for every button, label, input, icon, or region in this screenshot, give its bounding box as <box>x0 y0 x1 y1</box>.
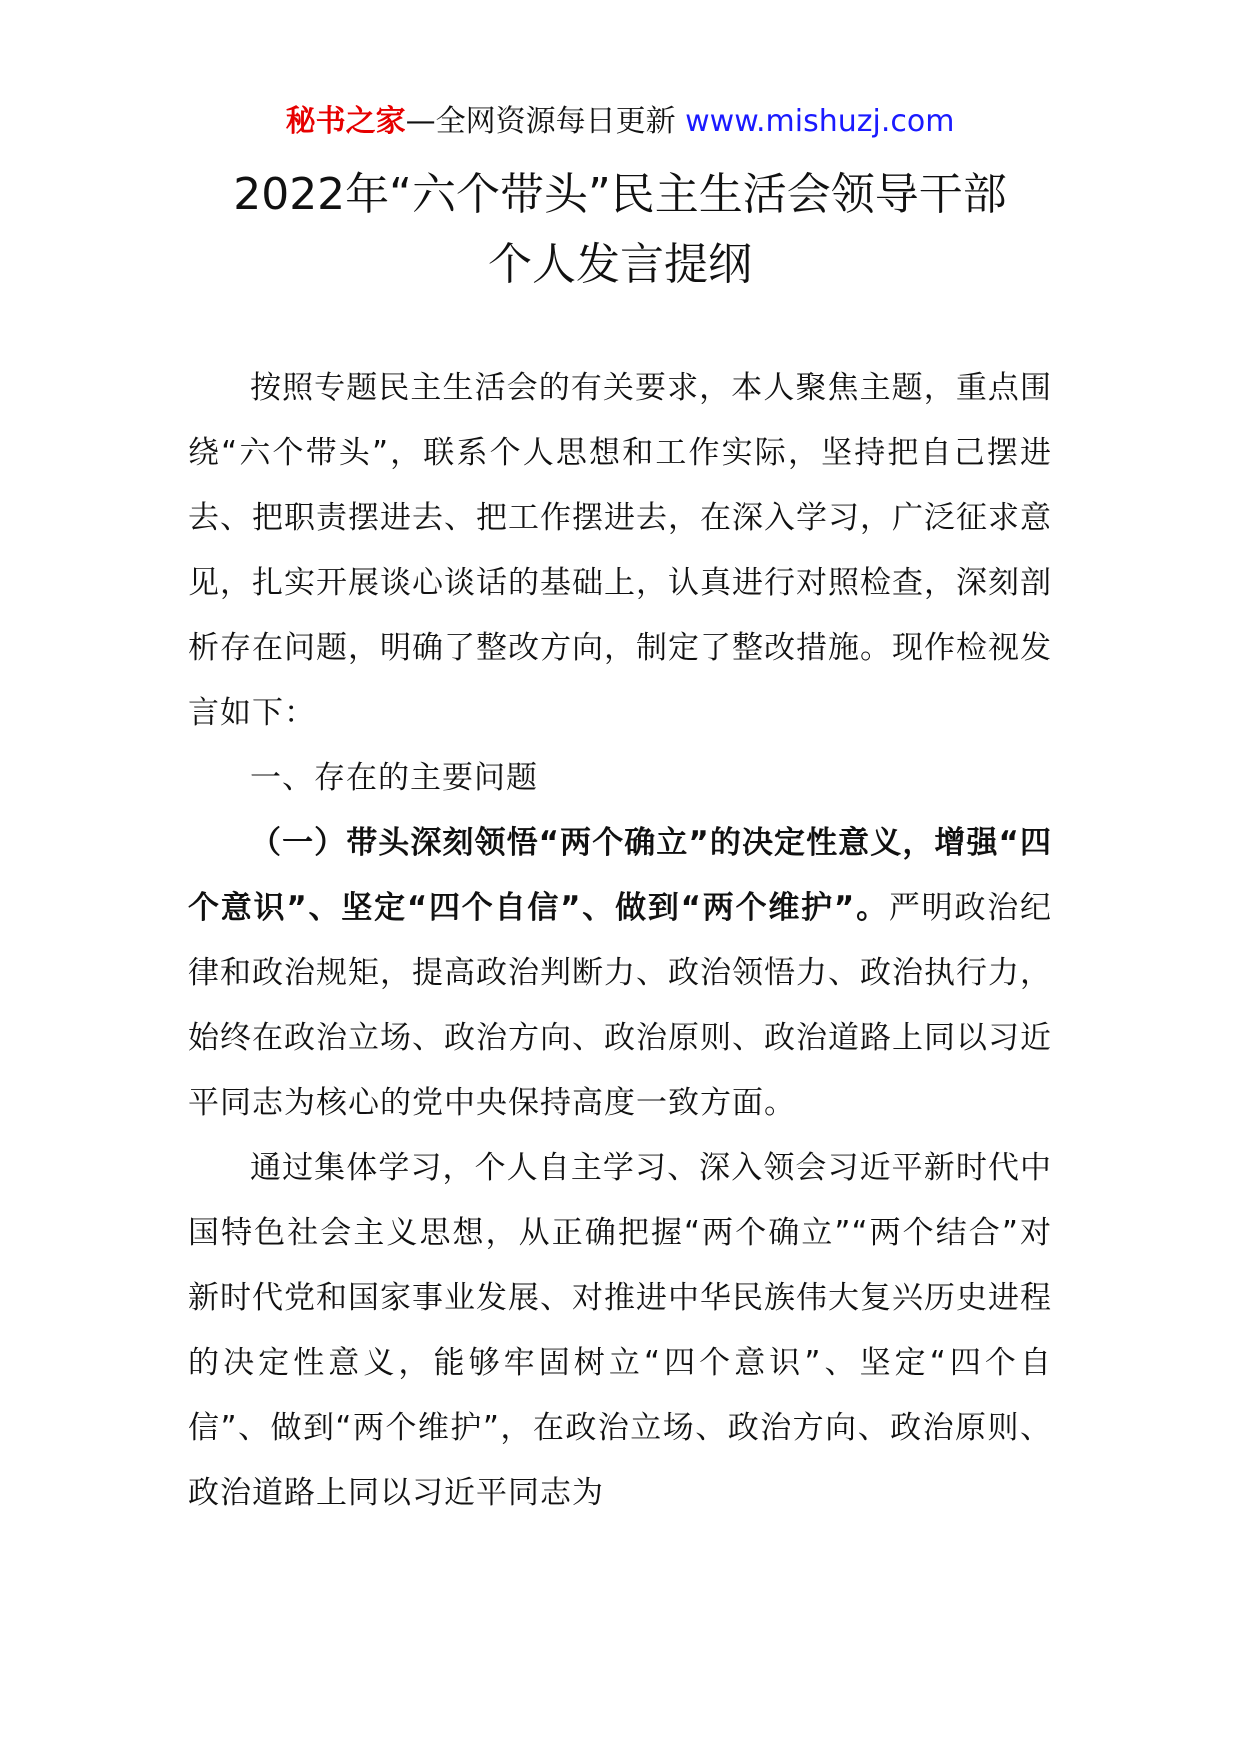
study-paragraph: 通过集体学习，个人自主学习、深入领会习近平新时代中国特色社会主义思想，从正确把握“两个确立”“两个结合”对新时代党和国家事业发展、对推进中华民族伟大复兴历史进程的决定性意义，能够牢固树立“四个意识”、坚定“四个自信”、做到“两个维护”，在政治立场、政治方向、政治原则、政治道路上同以习近平同志为 <box>188 1150 1052 1511</box>
intro-paragraph: 按照专题民主生活会的有关要求，本人聚焦主题，重点围绕“六个带头”，联系个人思想和工作实际，坚持把自己摆进去、把职责摆进去、把工作摆进去，在深入学习，广泛征求意见，扎实开展谈心谈话的基础上，认真进行对照检查，深刻剖析存在问题，明确了整改方向，制定了整改措施。现作检视发言如下： <box>188 370 1052 731</box>
site-brand: 秘书之家 <box>285 104 406 139</box>
title-line-1: 2022年“六个带头”民主生活会领导干部 <box>233 169 1007 220</box>
section-heading: 一、存在的主要问题 <box>250 760 538 796</box>
item-1-text: 严明政治纪律和政治规矩，提高政治判断力、政治领悟力、政治执行力，始终在政治立场、政治方向、政治原则、政治道路上同以习近平同志为核心的党中央保持高度一致方面。 <box>188 890 1053 1121</box>
site-url-link[interactable]: www.mishuzj.com <box>685 104 955 139</box>
document-body <box>188 356 1052 1526</box>
title-line-2: 个人发言提纲 <box>488 239 752 290</box>
site-tagline: —全网资源每日更新 <box>405 104 676 139</box>
item-1-heading: （一）带头深刻领悟“两个确立”的决定性意义，增强“四个意识”、坚定“四个自信”、做到“两个维护”。 <box>188 825 1052 926</box>
document-title <box>0 160 1240 300</box>
site-header <box>0 100 1240 144</box>
item-1-paragraph <box>188 811 1052 1136</box>
